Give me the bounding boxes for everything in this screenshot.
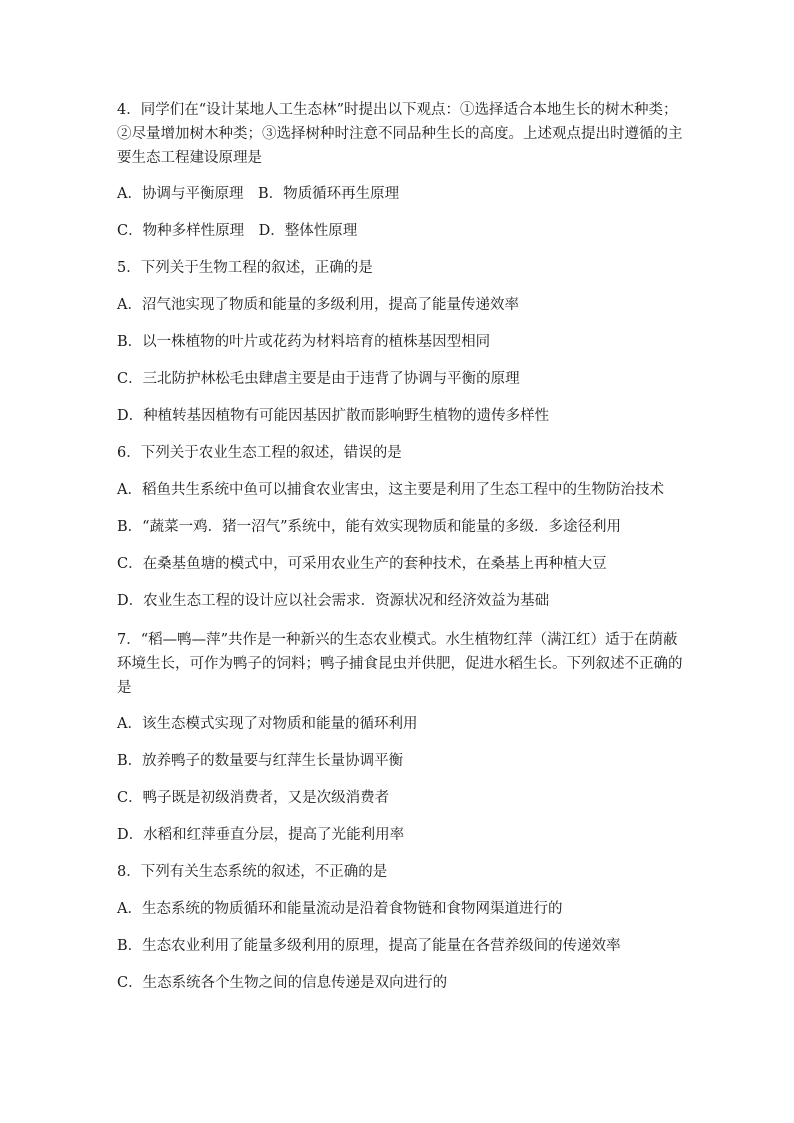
question-option: B．“蔬菜一鸡．猪一沼气”系统中，能有效实现物质和能量的多级．多途径利用 (117, 519, 621, 535)
question-option: B．以一株植物的叶片或花药为材料培育的植株基因型相同 (117, 334, 491, 350)
question-option: C．三北防护林松毛虫肆虐主要是由于违背了协调与平衡的原理 (117, 371, 520, 387)
question-5 (117, 258, 687, 426)
question-option: C．鸭子既是初级消费者，又是次级消费者 (117, 790, 390, 806)
question-8 (117, 862, 687, 993)
question-option: D．农业生态工程的设计应以社会需求．资源状况和经济效益为基础 (117, 593, 550, 609)
question-option: D．水稻和红萍垂直分层，提高了光能利用率 (117, 827, 405, 843)
question-stem: 6．下列关于农业生态工程的叙述，错误的是 (117, 445, 402, 461)
question-option: A．协调与平衡原理 B．物质循环再生原理 (117, 186, 400, 202)
question-option: C．在桑基鱼塘的模式中，可采用农业生产的套种技术，在桑基上再种植大豆 (117, 556, 607, 572)
question-option: D．种植转基因植物有可能因基因扩散而影响野生植物的遗传多样性 (117, 408, 550, 424)
question-stem: 8．下列有关生态系统的叙述，不正确的是 (117, 864, 388, 880)
question-stem: 7．“稻—鸭—萍”共作是一种新兴的生态农业模式。水生植物红萍（满江红）适于在荫蔽环境生长，可作为鸭子的饲料；鸭子捕食昆虫并供肥，促进水稻生长。下列叙述不正确的是 (117, 632, 683, 696)
question-option: C．物种多样性原理 D．整体性原理 (117, 223, 358, 239)
question-stem: 4．同学们在“设计某地人工生态林”时提出以下观点：①选择适合本地生长的树木种类；②尽量增加树木种类；③选择树种时注意不同品种生长的高度。上述观点提出时遵循的主要生态工程建设原理是 (117, 102, 683, 166)
question-option: C．生态系统各个生物之间的信息传递是双向进行的 (117, 975, 448, 991)
question-option: A．沼气池实现了物质和能量的多级利用，提高了能量传递效率 (117, 297, 519, 313)
question-7 (117, 628, 687, 845)
question-4 (117, 98, 687, 241)
question-stem: 5．下列关于生物工程的叙述，正确的是 (117, 260, 373, 276)
question-option: A．生态系统的物质循环和能量流动是沿着食物链和食物网渠道进行的 (117, 901, 563, 917)
question-option: B．放养鸭子的数量要与红萍生长量协调平衡 (117, 753, 404, 769)
question-list (117, 98, 687, 1010)
question-6 (117, 443, 687, 611)
question-option: A．该生态模式实现了对物质和能量的循环利用 (117, 716, 418, 732)
question-option: A．稻鱼共生系统中鱼可以捕食农业害虫，这主要是利用了生态工程中的生物防治技术 (117, 482, 664, 498)
question-option: B．生态农业利用了能量多级利用的原理，提高了能量在各营养级间的传递效率 (117, 938, 621, 954)
